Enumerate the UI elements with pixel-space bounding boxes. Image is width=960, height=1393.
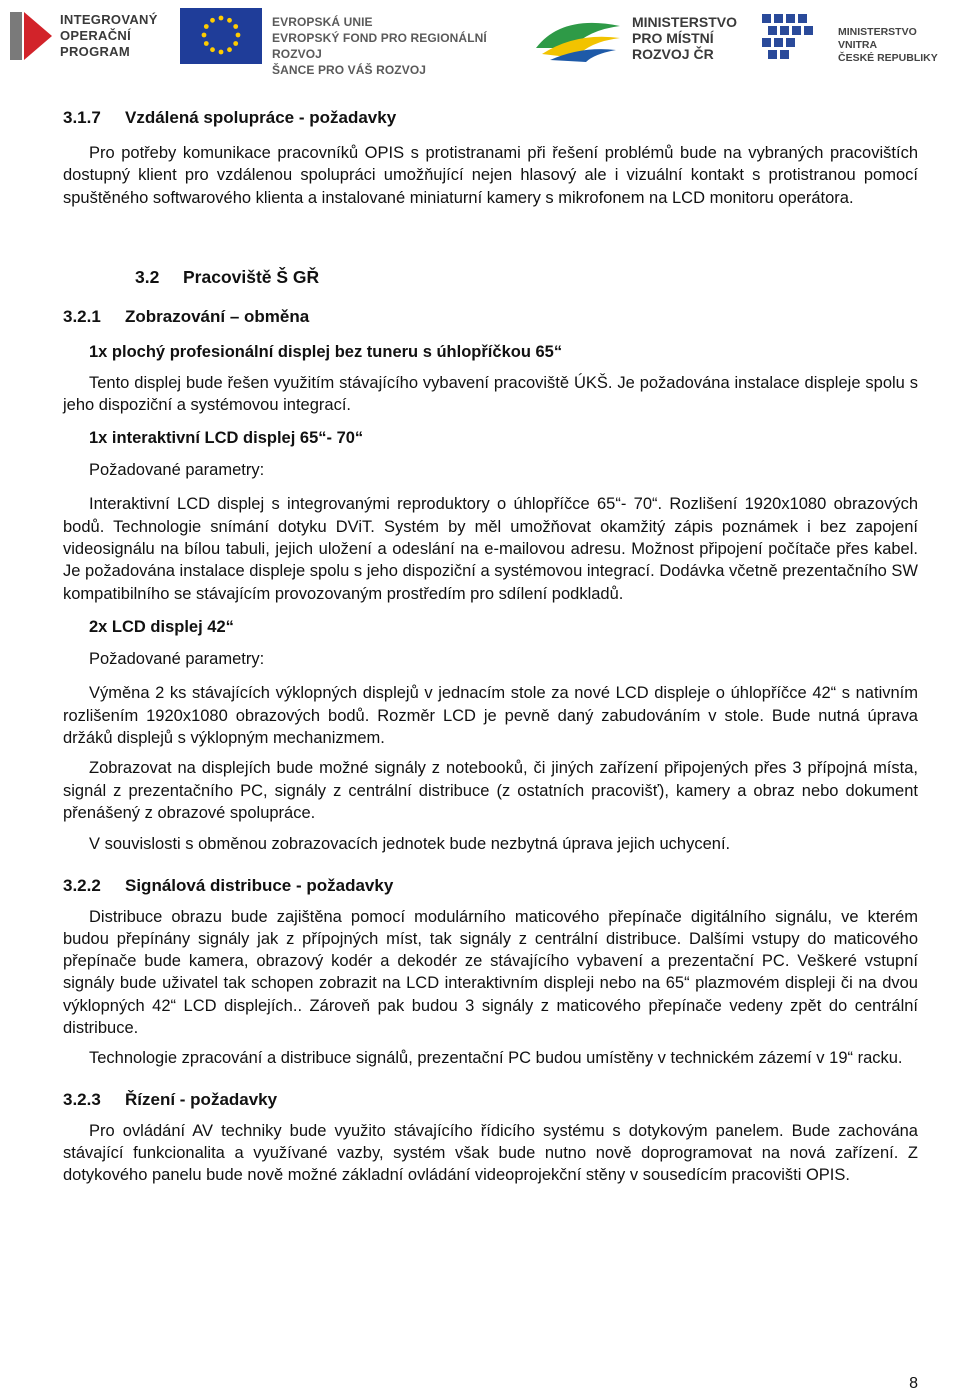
paragraph: Technologie zpracování a distribuce signálů, prezentační PC budou umístěny v technickém zázemí v 19“ racku. bbox=[89, 1049, 903, 1068]
mv-logo bbox=[758, 4, 958, 68]
iop-logo bbox=[8, 4, 168, 68]
paragraph: Pro ovládání AV techniky bude využito stávajícího řídicího systému s dotykovým panelem. Bude zachována stávající funkcionalita a využívané vazby, systém však bude nutno nově doprogramovat na nová zařízení. Z dotykového panelu bude nově možné základní ovládání videoprojekční stěny v sousedícím pracovišti OPIS. bbox=[63, 1121, 918, 1185]
paragraph: Tento displej bude řešen využitím stávajícího vybavení pracoviště ÚKŠ. Je požadována instalace displeje spolu s jeho dispoziční a systémovou integrací. bbox=[63, 374, 918, 415]
heading-title: Řízení - požadavky bbox=[125, 1089, 278, 1109]
iop-mark-icon bbox=[8, 8, 54, 64]
eu-logo-text: EVROPSKÁ UNIE EVROPSKÝ FOND PRO REGIONÁLNÍ ROZVOJ ŠANCE PRO VÁŠ ROZVOJ bbox=[272, 15, 487, 77]
eu-logo bbox=[180, 4, 520, 77]
paragraph: Interaktivní LCD displej s integrovanými reproduktory o úhlopříčce 65“- 70“. Rozlišení 1920x1080 obrazových bodů. Technologie snímání dotyku DViT. Systém by měl umožňovat okamžitý zápis poznámek i bez zapojení videosignálu na bílou tabuli, jejich uložení a odeslání na e-mailovou adresu. Možnost připojení počítače přes kabel. Je požadována instalace displeje spolu s jeho dispoziční a systémovou integrací. Dodávka včetně prezentačního SW kompatibilního se stávajícím provozovaným prostředím pro sdílení podkladů. bbox=[63, 495, 918, 603]
eu-flag-icon bbox=[180, 8, 262, 64]
mmr-logo-text: MINISTERSTVO PRO MÍSTNÍ ROZVOJ ČR bbox=[632, 14, 738, 62]
paragraph: Zobrazovat na displejích bude možné signály z notebooků, či jiných zařízení připojených přes 3 přípojná místa, signál z prezentačního PC, signály z centrální distribuce (z ostatních pracovišť), kamery a obraz nebo dokument přenášený z obrazové spolupráce. bbox=[63, 759, 918, 822]
heading-3-2-2 bbox=[63, 876, 918, 896]
heading-number: 3.1.7 bbox=[63, 108, 101, 127]
header-logos bbox=[0, 0, 960, 80]
item-title: 1x plochý profesionální displej bez tuneru s úhlopříčkou 65“ bbox=[89, 342, 563, 361]
paragraph: Distribuce obrazu bude zajištěna pomocí modulárního maticového přepínače digitálního signálu, ve kterém budou přepínány signály jak z přípojných míst, tak signály z centrální distribuce. Dalšími vstupy do maticového přepínače bude kamera, obrazový kodér a dekodér ze stávajícího vybavení a prezentační PC. Veškeré vstupní signály bude uživatel tak schopen zobrazit na LCD interaktivním displeji nebo na 65“ plazmovém displeji či na dvou výklopných 42“ LCD displejích.. Zároveň pak budou 3 signály z maticového přepínače vedeny zpět do centrální distribuce. bbox=[63, 907, 918, 1038]
mmr-mark-icon bbox=[532, 12, 624, 64]
item-title: 2x LCD displej 42“ bbox=[89, 617, 234, 636]
heading-3-1-7 bbox=[63, 108, 918, 128]
heading-title: Signálová distribuce - požadavky bbox=[125, 875, 394, 895]
heading-number: 3.2 bbox=[135, 266, 160, 287]
paragraph: Pro potřeby komunikace pracovníků OPIS s protistranami při řešení problémů bude na vybraných pracovištích dostupný klient pro vzdálenou spolupráci umožňující nejen hlasový ale i vizuální kontakt s protistranou pomocí spuštěného softwarového klienta a instalované miniaturní kamery s mikrofonem na LCD monitoru operátora. bbox=[63, 144, 918, 207]
paragraph: Výměna 2 ks stávajících výklopných displejů v jednacím stole za nové LCD displeje o úhlopříčce 42“ s nativním rozlišením 1920x1080 obrazových bodů. Rozměr LCD je pevně daný zabudováním v stole. Bude nutná úprava držáků displejů s výklopným mechanizmem. bbox=[63, 684, 918, 748]
paragraph: V souvislosti s obměnou zobrazovacích jednotek bude nezbytná úprava jejich uchycení. bbox=[89, 835, 731, 854]
heading-title: Pracoviště Š GŘ bbox=[183, 266, 320, 287]
heading-3-2-1 bbox=[63, 307, 918, 327]
mv-logo-text: MINISTERSTVO VNITRA ČESKÉ REPUBLIKY bbox=[838, 26, 938, 64]
heading-3-2 bbox=[63, 267, 918, 288]
heading-number: 3.2.1 bbox=[63, 306, 101, 326]
params-label: Požadované parametry: bbox=[89, 461, 265, 480]
params-label: Požadované parametry: bbox=[89, 650, 265, 669]
page-number: 8 bbox=[909, 1375, 918, 1392]
heading-title: Zobrazování – obměna bbox=[125, 306, 310, 326]
mv-emblem-icon bbox=[758, 10, 830, 66]
heading-number: 3.2.2 bbox=[63, 875, 101, 895]
document-body bbox=[63, 108, 918, 1187]
mmr-logo bbox=[532, 4, 752, 68]
iop-logo-text: INTEGROVANÝ OPERAČNÍ PROGRAM bbox=[60, 12, 158, 59]
item-title: 1x interaktivní LCD displej 65“- 70“ bbox=[89, 428, 364, 447]
heading-title: Vzdálená spolupráce - požadavky bbox=[125, 108, 397, 127]
heading-3-2-3 bbox=[63, 1090, 918, 1110]
heading-number: 3.2.3 bbox=[63, 1089, 101, 1109]
